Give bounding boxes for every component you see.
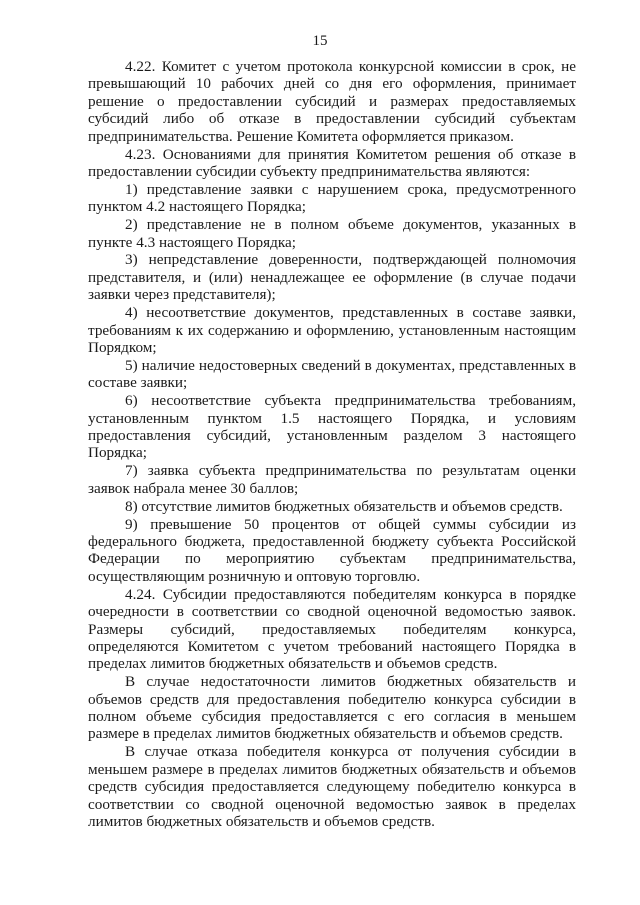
document-body: [88, 58, 576, 831]
paragraph-4-24: 4.24. Субсидии предоставляются победителям конкурса в порядке очередности в соответствии со сводной оценочной ведомостью заявок. Размеры субсидий, предоставляемых победителям конкурса, определяются Комитетом с учетом требований настоящего Порядка в пределах лимитов бюджетных обязательств и объемов средств.: [88, 585, 576, 673]
list-item-1: 1) представление заявки с нарушением срока, предусмотренного пунктом 4.2 настоящего Порядка;: [88, 180, 576, 216]
paragraph-4-22: 4.22. Комитет с учетом протокола конкурсной комиссии в срок, не превышающий 10 рабочих дней со дня его оформления, принимает решение о предоставлении субсидий и размерах предоставляемых субсидий либо об отказе в предоставлении субсидий субъектам предпринимательства. Решение Комитета оформляется приказом.: [88, 58, 576, 145]
list-item-3: 3) непредставление доверенности, подтверждающей полномочия представителя, и (или) ненадлежащее ее оформление (в случае подачи заявки через представителя);: [88, 251, 576, 304]
list-item-9: 9) превышение 50 процентов от общей суммы субсидии из федерального бюджета, предоставленной бюджету субъекта Российской Федерации по мероприятию субъектам предпринимательства, осуществляющим розничную и оптовую торговлю.: [88, 515, 576, 585]
list-item-4: 4) несоответствие документов, представленных в составе заявки, требованиям к их содержанию и оформлению, установленным настоящим Порядком;: [88, 304, 576, 356]
list-item-2: 2) представление не в полном объеме документов, указанных в пункте 4.3 настоящего Порядка;: [88, 216, 576, 251]
list-item-6: 6) несоответствие субъекта предпринимательства требованиям, установленным пунктом 1.5 настоящего Порядка, и условиям предоставления субсидий, установленным разделом 3 настоящего Порядка;: [88, 392, 576, 462]
paragraph-insufficient-limits: В случае недостаточности лимитов бюджетных обязательств и объемов средств для предоставления победителю конкурса субсидии в полном объеме субсидия предоставляется с его согласия в меньшем размере в пределах лимитов бюджетных обязательств и объемов средств.: [88, 673, 576, 743]
page-number: 15: [312, 33, 328, 49]
list-item-5: 5) наличие недостоверных сведений в документах, представленных в составе заявки;: [88, 356, 576, 392]
paragraph-4-23: 4.23. Основаниями для принятия Комитетом решения об отказе в предоставлении субсидии субъекту предпринимательства являются:: [88, 145, 576, 180]
paragraph-refusal: В случае отказа победителя конкурса от получения субсидии в меньшем размере в пределах лимитов бюджетных обязательств и объемов средств субсидия предоставляется следующему победителю конкурса в соответствии со сводной оценочной ведомостью заявок в пределах лимитов бюджетных обязательств и объемов средств.: [88, 743, 576, 830]
list-item-7: 7) заявка субъекта предпринимательства по результатам оценки заявок набрала менее 30 баллов;: [88, 462, 576, 497]
list-item-8: 8) отсутствие лимитов бюджетных обязательств и объемов средств.: [125, 497, 563, 515]
